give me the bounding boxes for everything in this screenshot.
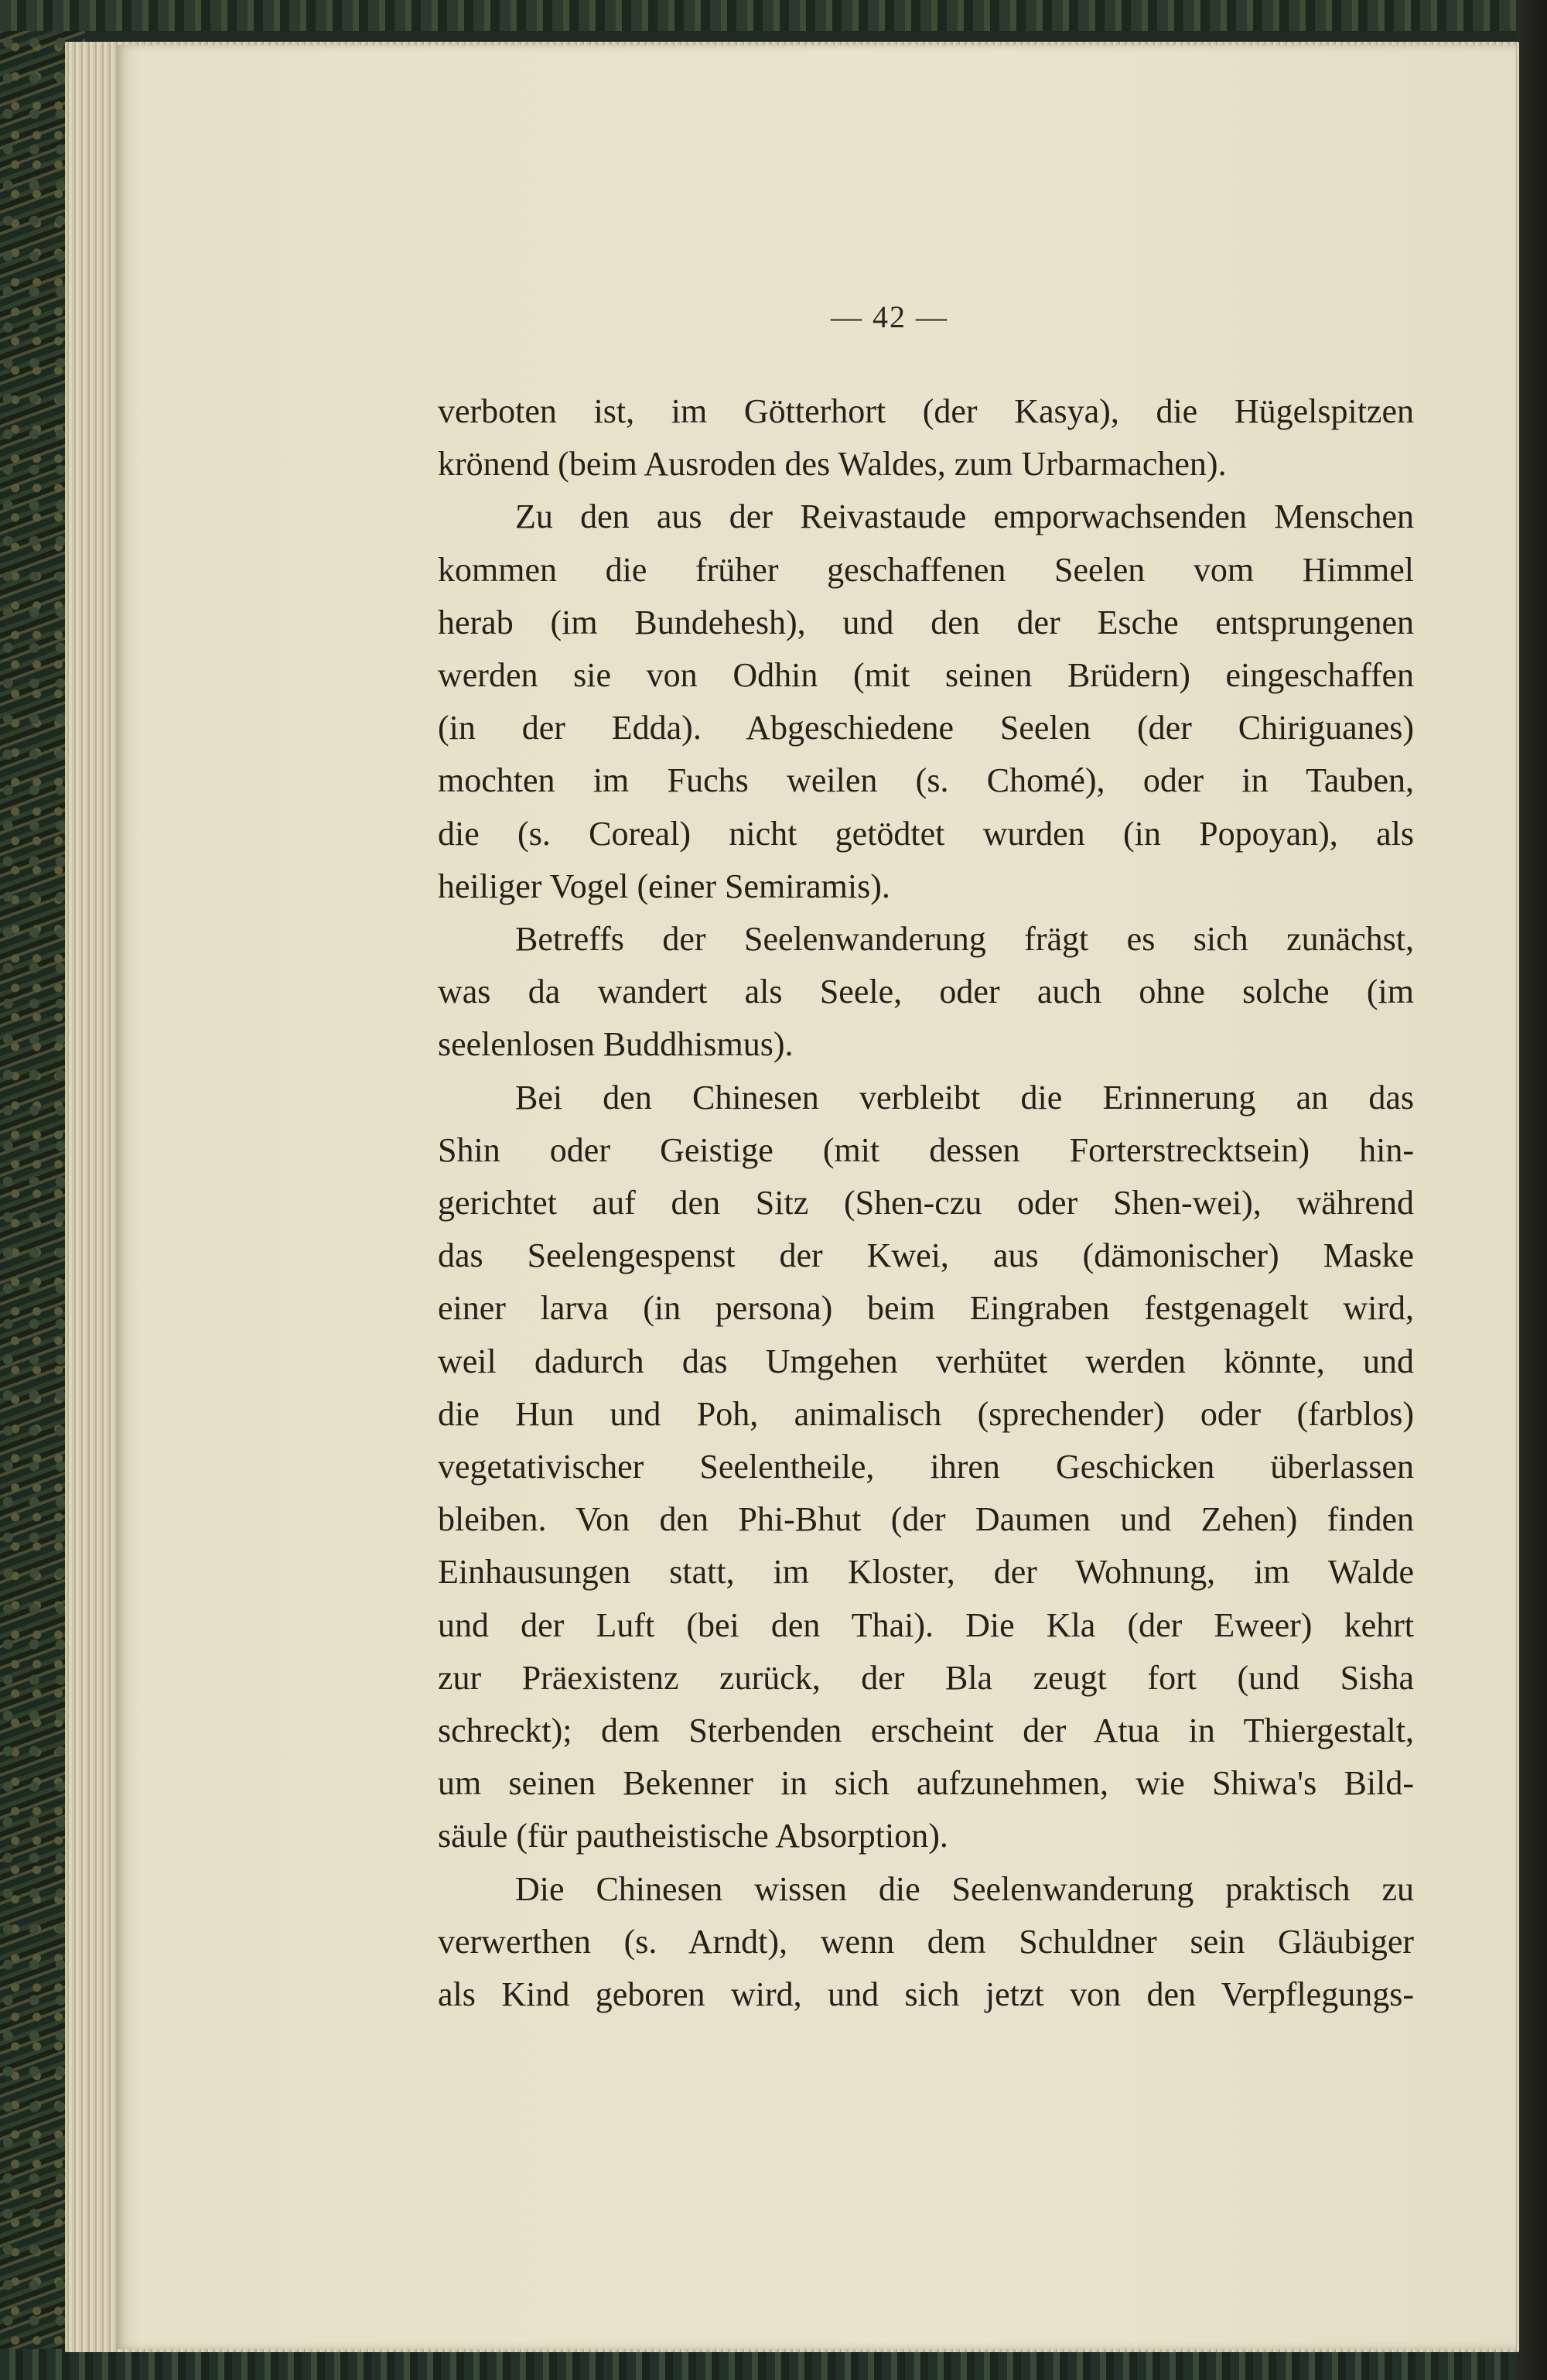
text-line: zur Präexistenz zurück, der Bla zeugt fort (und Sisha — [438, 1658, 1414, 1697]
text-line: bleiben. Von den Phi-Bhut (der Daumen und Zehen) finden — [438, 1500, 1414, 1539]
text-line: Shin oder Geistige (mit dessen Forterstrecktsein) hin- — [438, 1130, 1414, 1169]
text-line: was da wandert als Seele, oder auch ohne solche (im — [438, 973, 1414, 1011]
text-line: Einhausungen statt, im Kloster, der Wohnung, im Walde — [438, 1553, 1414, 1592]
text-line: verwerthen (s. Arndt), wenn dem Schuldner sein Gläubiger — [438, 1922, 1414, 1961]
text-line: Bei den Chinesen verbleibt die Erinnerung an das — [515, 1078, 1414, 1116]
text-line: das Seelengespenst der Kwei, aus (dämonischer) Maske — [438, 1236, 1414, 1275]
text-line: mochten im Fuchs weilen (s. Chomé), oder in Tauben, — [438, 761, 1414, 800]
book-bottom-edge — [0, 2349, 1547, 2380]
text-line: gerichtet auf den Sitz (Shen-czu oder Shen-wei), während — [438, 1184, 1414, 1222]
text-line: heiliger Vogel (einer Semiramis). — [438, 867, 890, 905]
text-line: werden sie von Odhin (mit seinen Brüdern) eingeschaffen — [438, 656, 1414, 695]
text-line: (in der Edda). Abgeschiedene Seelen (der Chiriguanes) — [438, 709, 1414, 747]
text-line: verboten ist, im Götterhort (der Kasya), die Hügelspitzen — [438, 392, 1414, 430]
text-line: vegetativischer Seelentheile, ihren Geschicken überlassen — [438, 1448, 1414, 1486]
text-line: Zu den aus der Reivastaude emporwachsenden Menschen — [515, 498, 1414, 536]
page-number: — 42 — — [831, 299, 948, 334]
text-line: kommen die früher geschaffenen Seelen vom Himmel — [438, 550, 1414, 589]
book-top-edge — [0, 0, 1547, 31]
page-body-text — [438, 385, 1414, 2021]
text-line: Die Chinesen wissen die Seelenwanderung praktisch zu — [515, 1869, 1414, 1908]
text-line: die Hun und Poh, animalisch (sprechender) oder (farblos) — [438, 1394, 1414, 1433]
text-line: seelenlosen Buddhismus). — [438, 1025, 794, 1064]
text-line: um seinen Bekenner in sich aufzunehmen, wie Shiwa's Bild- — [438, 1764, 1414, 1803]
text-line: krönend (beim Ausroden des Waldes, zum Urbarmachen). — [438, 445, 1227, 484]
text-line: säule (für pautheistische Absorption). — [438, 1817, 948, 1855]
text-line: und der Luft (bei den Thai). Die Kla (der Eweer) kehrt — [438, 1605, 1414, 1644]
text-line: schreckt); dem Sterbenden erscheint der Atua in Thiergestalt, — [438, 1711, 1414, 1750]
text-line: die (s. Coreal) nicht getödtet wurden (in Popoyan), als — [438, 814, 1414, 853]
text-line: weil dadurch das Umgehen verhütet werden könnte, und — [438, 1342, 1414, 1380]
text-line: Betreffs der Seelenwanderung frägt es sich zunächst, — [515, 920, 1414, 959]
text-line: herab (im Bundehesh), und den der Esche entsprungenen — [438, 603, 1414, 641]
book-right-edge — [1516, 0, 1547, 2380]
text-line: einer larva (in persona) beim Eingraben festgenagelt wird, — [438, 1289, 1414, 1328]
text-line: als Kind geboren wird, und sich jetzt von den Verpflegungs- — [438, 1975, 1414, 2014]
